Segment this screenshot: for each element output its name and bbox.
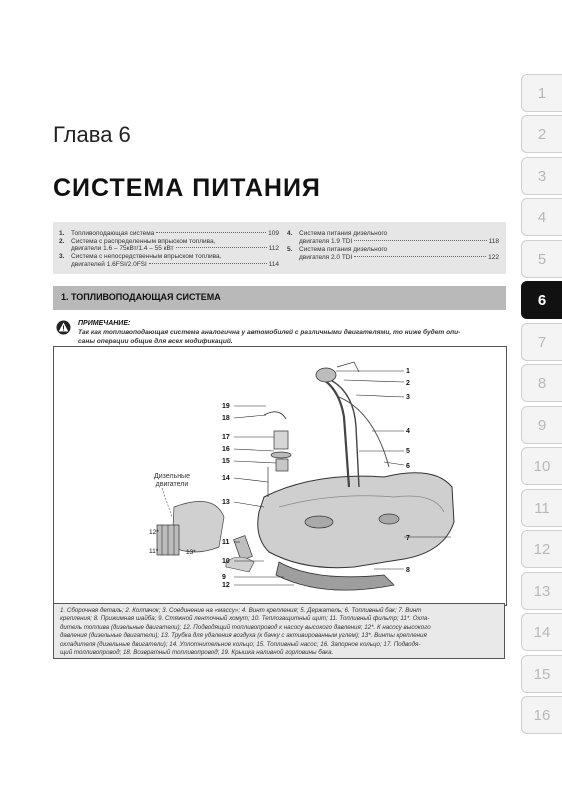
chapter-tab-8[interactable]: 8 [521,364,562,402]
toc-item[interactable]: 3. Система с непосредственным впрыском топлива, [59,253,222,260]
fuel-tank [258,473,454,590]
svg-text:11: 11 [222,539,230,546]
chapter-tab-12[interactable]: 12 [521,530,562,568]
section-header [53,286,506,310]
chapter-tab-5[interactable]: 5 [521,240,562,278]
fuel-system-diagram [53,346,507,606]
svg-text:4: 4 [406,428,410,435]
svg-text:11*: 11* [149,548,159,555]
section-title: 1. ТОПЛИВОПОДАЮЩАЯ СИСТЕМА [61,292,221,302]
svg-text:16: 16 [222,446,230,453]
toc-item-continuation[interactable]: двигателя 2.0 TDI 122 [299,254,499,261]
diagram-illustration [54,347,506,605]
toc-item[interactable]: 5. Система питания дизельного [287,246,388,253]
chapter-tab-11[interactable]: 11 [521,489,562,527]
svg-text:18: 18 [222,415,230,422]
fuel-filter [226,536,254,572]
toc-item-continuation[interactable]: двигателя 1.9 TDI 118 [299,238,499,245]
svg-text:7: 7 [406,535,410,542]
toc-item[interactable]: 1. Топливоподающая система 109 [59,230,279,237]
svg-text:12: 12 [222,582,230,589]
svg-text:1: 1 [406,368,410,375]
warning-icon [56,320,71,335]
svg-text:10: 10 [222,558,230,565]
svg-text:3: 3 [406,394,410,401]
svg-text:12*: 12* [149,529,159,536]
toc-item-continuation[interactable]: двигателей 1.6FSI/2.0FSI 114 [71,261,279,268]
fuel-pump-assembly [264,412,291,497]
svg-text:8: 8 [406,567,410,574]
chapter-tab-9[interactable]: 9 [521,406,562,444]
chapter-tab-16[interactable]: 16 [521,696,562,734]
figure-caption: 1. Сборочная деталь; 2. Колпачок; 3. Соединение на «массу»; 4. Винт крепления; 5. Держатель; 6. Топливный бак; 7. Винт крепления; 8. Прижимная шайба; 9. Стяжной ленточный хомут; 10. Теплозащитный щит; 11. Топливный фильтр; 11*. Охла- дитель топлива (дизельные двигатели); 12. Подводящий топливопровод к насосу высокого давления; 12*. К насосу высокого давления (дизельные двигатели); 13. Трубка для удаления воздуха (к бачку с активированным углем); 13*. Винты крепления охладителя (дизельные двигатели); 14. Уплотнительное кольцо; 15. Топливный насос; 16. Запорное кольцо; 17. Подводя- щий топливопровод; 18. Возвратный топливопровод; 19. Крышка наливной горловины бака. [53,603,505,659]
toc-item-continuation[interactable]: двигатели 1.6 – 75кВт/1.4 – 55 кВт 112 [71,245,279,252]
toc-item[interactable]: 4. Система питания дизельного [287,230,388,237]
chapter-tab-1[interactable]: 1 [521,74,562,112]
chapter-tab-15[interactable]: 15 [521,655,562,693]
chapter-tab-6[interactable]: 6 [521,281,562,319]
svg-text:14: 14 [222,475,230,482]
chapter-tab-2[interactable]: 2 [521,115,562,153]
diesel-inset [149,473,224,556]
svg-text:19: 19 [222,403,230,410]
svg-text:13*: 13* [186,549,196,556]
chapter-tab-10[interactable]: 10 [521,447,562,485]
svg-text:2: 2 [406,380,410,387]
svg-text:9: 9 [222,574,226,581]
chapter-tab-13[interactable]: 13 [521,572,562,610]
chapter-label: Глава 6 [53,122,131,147]
chapter-tab-4[interactable]: 4 [521,198,562,236]
svg-text:13: 13 [222,499,230,506]
svg-text:6: 6 [406,463,410,470]
svg-text:15: 15 [222,458,230,465]
toc-item[interactable]: 2. Система с распределенным впрыском топлива, [59,238,216,245]
chapter-tab-7[interactable]: 7 [521,323,562,361]
note-title: ПРИМЕЧАНИЕ: [78,320,131,327]
table-of-contents [53,222,506,274]
note-text: Так как топливоподающая система аналогична у автомобилей с различными двигателями, то ниже будет опи- саны операции общие для всех модификаций. [78,329,461,345]
chapter-tab-3[interactable]: 3 [521,157,562,195]
page-title: СИСТЕМА ПИТАНИЯ [53,174,321,202]
svg-text:17: 17 [222,434,230,441]
filler-pipes [316,362,389,487]
svg-text:Дизельные: Дизельные [154,473,190,480]
svg-text:двигатели: двигатели [155,481,189,488]
chapter-tab-14[interactable]: 14 [521,613,562,651]
svg-text:5: 5 [406,448,410,455]
